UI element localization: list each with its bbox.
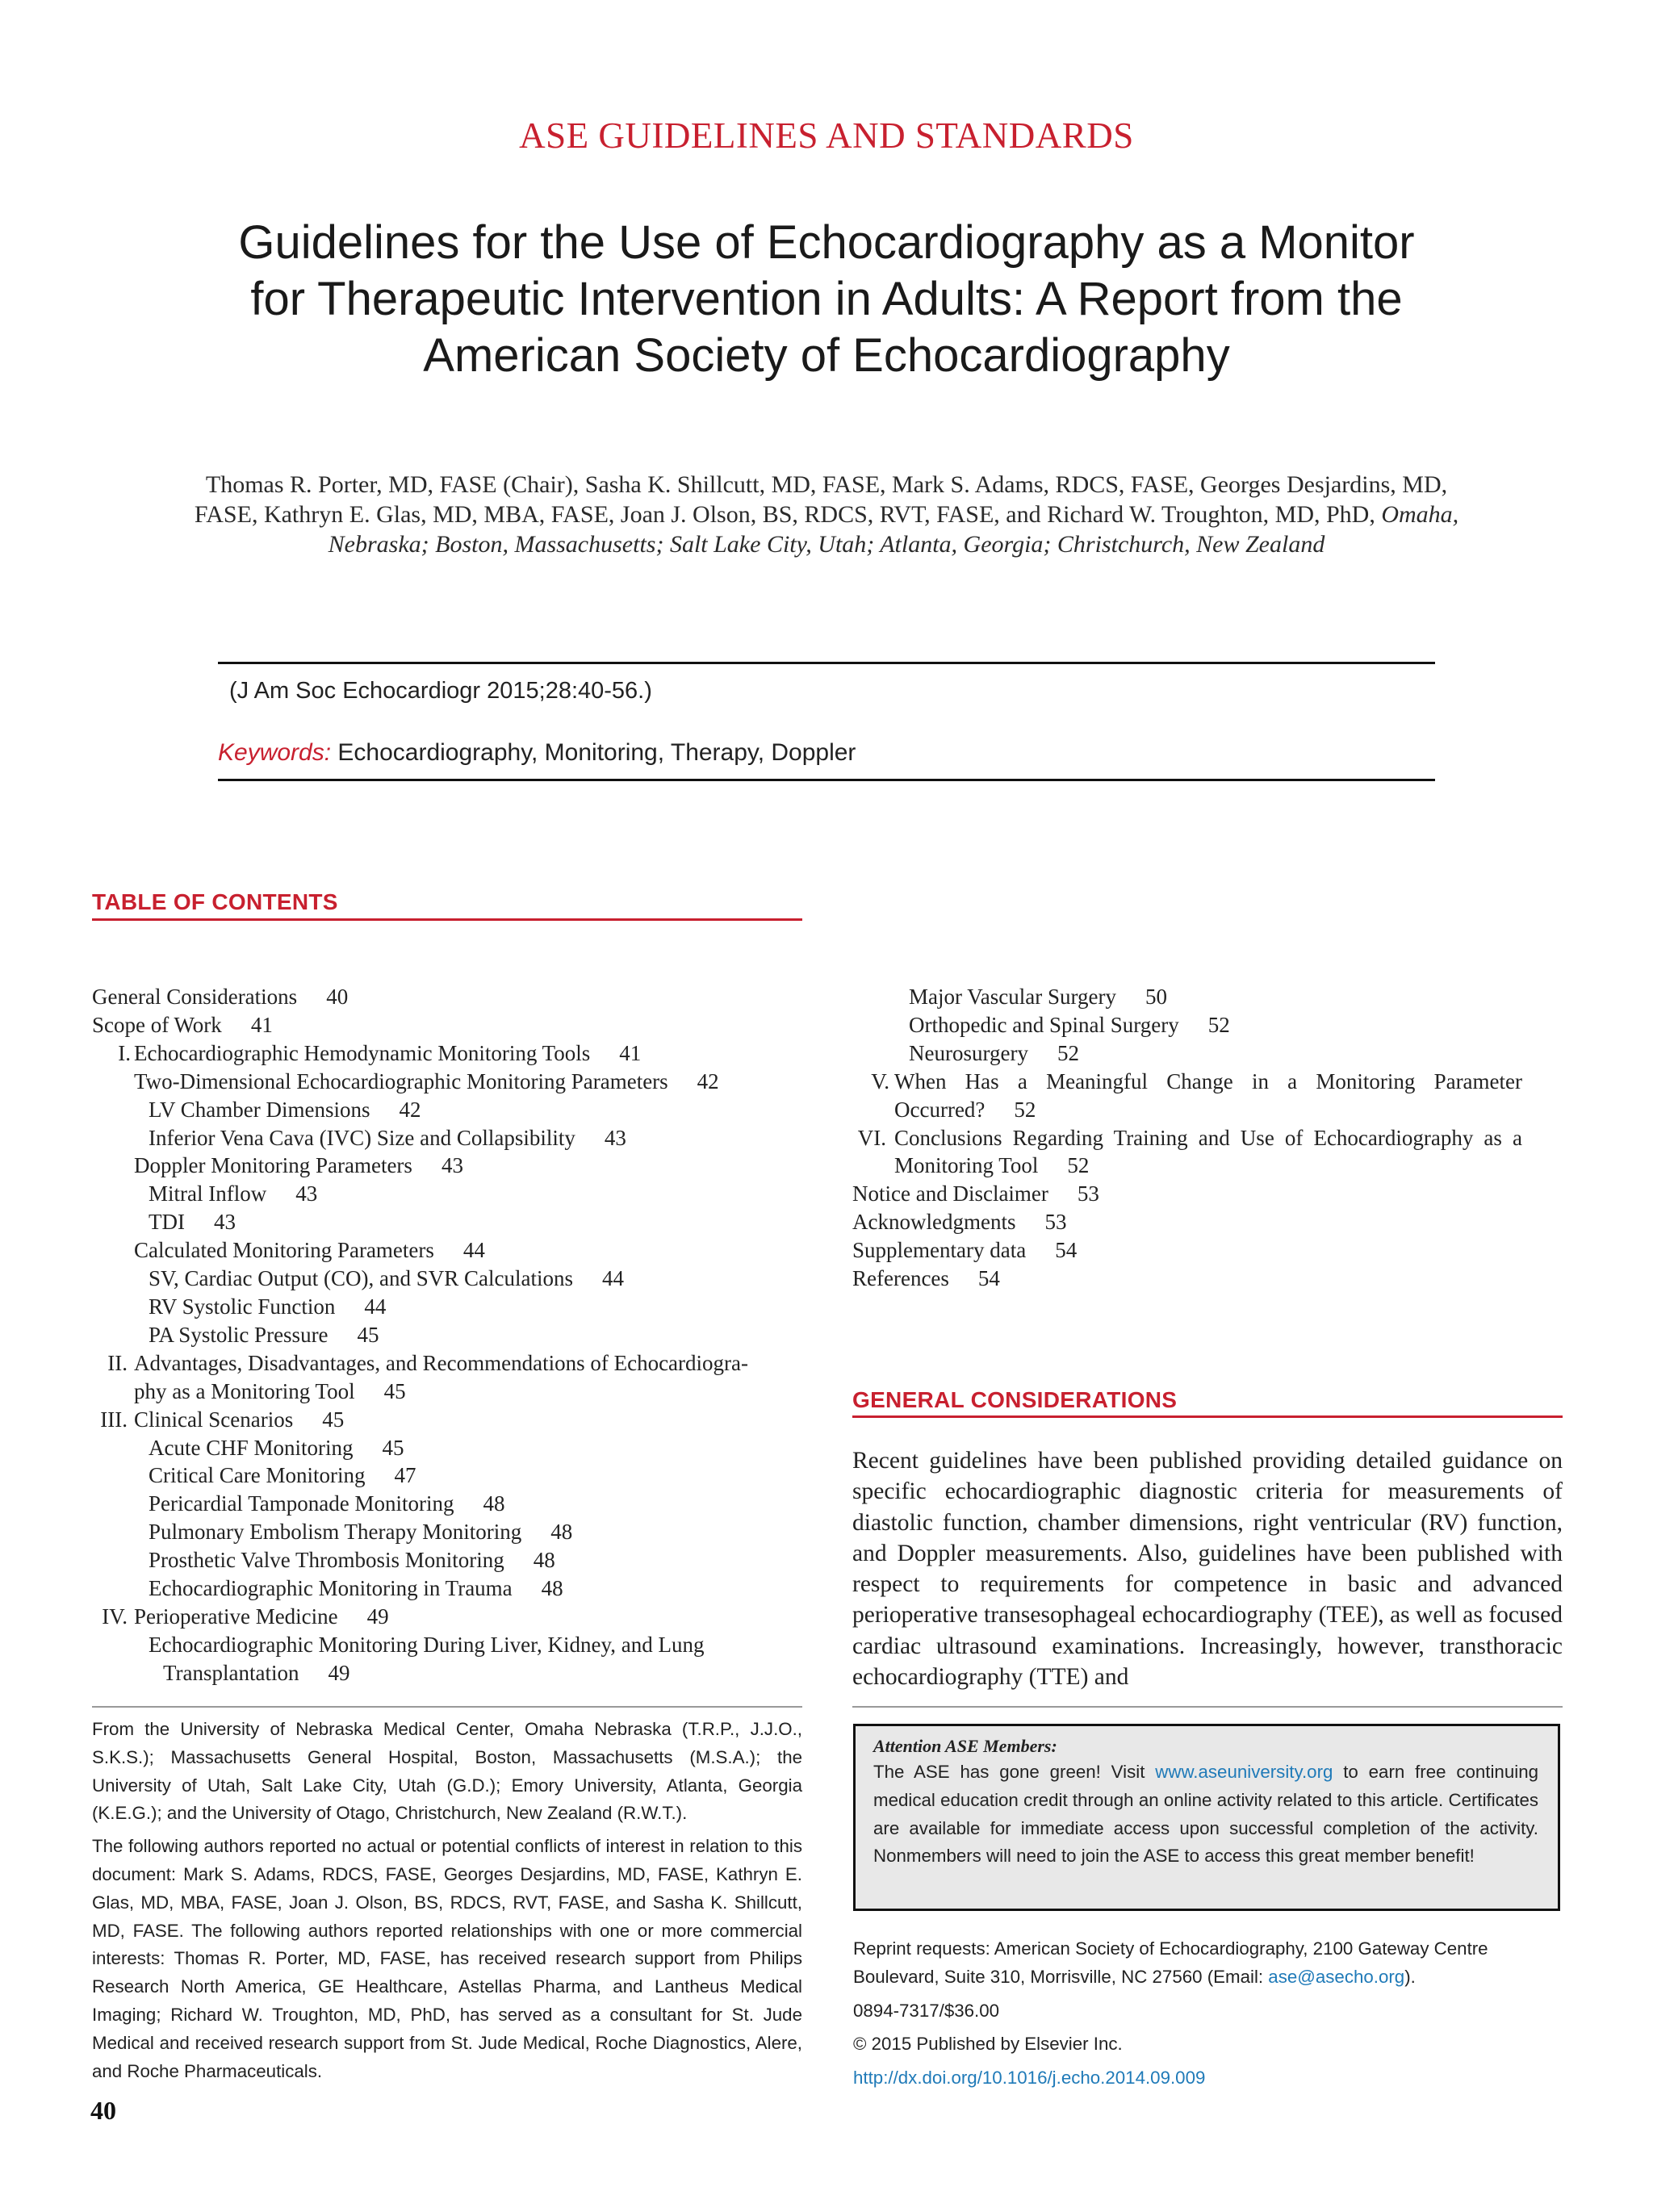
toc-entry[interactable]: PA Systolic Pressure 45 xyxy=(149,1322,379,1347)
toc-heading-rule xyxy=(92,918,802,921)
toc-entry[interactable]: RV Systolic Function 44 xyxy=(149,1294,387,1319)
aseuniversity-link[interactable]: www.aseuniversity.org xyxy=(1155,1762,1333,1782)
keywords-label: Keywords: xyxy=(218,739,332,766)
toc-entry[interactable]: Critical Care Monitoring 47 xyxy=(149,1463,416,1488)
toc-entry[interactable]: Acknowledgments 53 xyxy=(852,1210,1067,1235)
attention-body: The ASE has gone green! Visit www.aseuniversity.org to earn free continuing medical education credit through an online activity related to this article. Certificates are available for immediate access upon successful completion of the activity. Nonmembers will need to join the ASE to access this great member benefit! xyxy=(873,1762,1538,1867)
article-title: Guidelines for the Use of Echocardiography as a Monitor for Therapeutic Intervention in Adults: A Report from the American Society of Echocardiography xyxy=(238,216,1415,382)
toc-entry[interactable]: Doppler Monitoring Parameters 43 xyxy=(134,1153,463,1178)
footnote-divider xyxy=(92,1706,802,1708)
keywords-bottom-rule xyxy=(218,779,1435,781)
toc-entry[interactable]: Inferior Vena Cava (IVC) Size and Collapsibility 43 xyxy=(149,1125,626,1150)
toc-entry[interactable]: Orthopedic and Spinal Surgery 52 xyxy=(909,1012,1230,1037)
keywords-value: Echocardiography, Monitoring, Therapy, Doppler xyxy=(337,739,856,766)
toc-left-column xyxy=(92,983,802,1687)
toc-entry[interactable]: Occurred? 52 xyxy=(894,1097,1036,1122)
issn: 0894-7317/$36.00 xyxy=(853,2000,1000,2021)
keywords xyxy=(218,739,856,767)
reprint-info xyxy=(853,1935,1563,2098)
toc-heading: TABLE OF CONTENTS xyxy=(92,889,338,914)
toc-entry[interactable]: Acute CHF Monitoring 45 xyxy=(149,1435,404,1460)
reprint-requests: Reprint requests: American Society of Echocardiography, 2100 Gateway Centre Boulevard, Suite 310, Morrisville, NC 27560 (Email: ase@asecho.org). xyxy=(853,1938,1488,1987)
toc-right-column xyxy=(852,983,1563,1293)
toc-entry[interactable]: Prosthetic Valve Thrombosis Monitoring 48 xyxy=(149,1548,555,1573)
page-number: 40 xyxy=(90,2096,116,2125)
toc-entry[interactable]: Calculated Monitoring Parameters 44 xyxy=(134,1238,485,1263)
toc-entry[interactable]: General Considerations 40 xyxy=(92,985,349,1009)
conflicts-note: The following authors reported no actual or potential conflicts of interest in relation to this document: Mark S. Adams, RDCS, FASE, Georges Desjardins, MD, FASE, Kathryn E. Glas, MD, MBA, FASE, Joan J. Olson, BS, RDCS, RVT, FASE, and Sasha K. Shillcutt, MD, FASE. The following authors reported relationships with one or more commercial interests: Thomas R. Porter, MD, FASE, has received research support from Philips Research North America, GE Healthcare, Astellas Pharma, and Lantheus Medical Imaging; Richard W. Troughton, MD, PhD, has served as a consultant for St. Jude Medical and received research support from St. Jude Medical, Roche Diagnostics, Alere, and Roche Pharmaceuticals. xyxy=(92,1836,802,2081)
toc-entry[interactable]: Monitoring Tool 52 xyxy=(894,1153,1090,1178)
toc-entry[interactable]: Pulmonary Embolism Therapy Monitoring 48 xyxy=(149,1520,573,1545)
email-link[interactable]: ase@asecho.org xyxy=(1268,1966,1405,1987)
authors: Thomas R. Porter, MD, FASE (Chair), Sasha K. Shillcutt, MD, FASE, Mark S. Adams, RDCS, FASE, Georges Desjardins, MD, FASE, Kathryn E. Glas, MD, MBA, FASE, Joan J. Olson, BS, RDCS, RVT, FASE, and Richard W. Troughton, MD, PhD, xyxy=(194,471,1448,528)
copyright: © 2015 Published by Elsevier Inc. xyxy=(853,2034,1123,2055)
attention-title: Attention ASE Members: xyxy=(873,1736,1057,1756)
author-locations: Omaha, Nebraska; Boston, Massachusetts; Salt Lake City, Utah; Atlanta, Georgia; Christchurch, New Zealand xyxy=(328,501,1459,558)
doi-link[interactable]: http://dx.doi.org/10.1016/j.echo.2014.09.009 xyxy=(853,2068,1206,2089)
affiliations-note: From the University of Nebraska Medical Center, Omaha Nebraska (T.R.P., J.J.O., S.K.S.); Massachusetts General Hospital, Boston, Massachusetts (M.S.A.); the University of Utah, Salt Lake City, Utah (G.D.); Emory University, Atlanta, Georgia (K.E.G.); and the University of Otago, Christchurch, New Zealand (R.W.T.). xyxy=(92,1719,802,1824)
toc-entry[interactable]: LV Chamber Dimensions 42 xyxy=(149,1097,421,1122)
section-tag: ASE GUIDELINES AND STANDARDS xyxy=(519,115,1134,156)
toc-entry[interactable]: Major Vascular Surgery 50 xyxy=(909,985,1167,1009)
toc-entry[interactable]: Scope of Work 41 xyxy=(92,1012,273,1037)
general-considerations-rule xyxy=(852,1415,1563,1418)
toc-entry[interactable]: Two-Dimensional Echocardiographic Monitoring Parameters 42 xyxy=(134,1068,719,1093)
author-list xyxy=(186,470,1467,559)
toc-entry[interactable]: Echocardiographic Monitoring in Trauma 48 xyxy=(149,1576,563,1601)
toc-entry[interactable]: V. When Has a Meaningful Change in a Monitoring Parameter xyxy=(871,1068,1522,1093)
toc-entry[interactable]: TDI 43 xyxy=(149,1210,236,1235)
toc-entry[interactable]: Notice and Disclaimer 53 xyxy=(852,1181,1099,1206)
general-considerations-heading: GENERAL CONSIDERATIONS xyxy=(852,1387,1178,1412)
toc-entry[interactable]: Echocardiographic Monitoring During Liver, Kidney, and Lung xyxy=(149,1632,705,1657)
footnote-divider xyxy=(852,1706,1563,1708)
footnotes xyxy=(92,1716,802,2090)
toc-entry[interactable]: phy as a Monitoring Tool 45 xyxy=(134,1378,406,1403)
attention-box xyxy=(853,1724,1560,1911)
toc-entry[interactable]: VI. Conclusions Regarding Training and Use of Echocardiography as a xyxy=(857,1125,1522,1150)
toc-entry[interactable]: Mitral Inflow 43 xyxy=(149,1181,318,1206)
toc-entry[interactable]: Supplementary data 54 xyxy=(852,1238,1078,1263)
toc-entry[interactable]: SV, Cardiac Output (CO), and SVR Calculations 44 xyxy=(149,1266,624,1291)
toc-entry[interactable]: IV. Perioperative Medicine 49 xyxy=(102,1604,389,1629)
toc-entry[interactable]: I. Echocardiographic Hemodynamic Monitoring Tools 41 xyxy=(118,1040,642,1065)
toc-entry[interactable]: References 54 xyxy=(852,1266,1000,1291)
toc-entry[interactable]: Neurosurgery 52 xyxy=(909,1040,1079,1065)
general-considerations-body: Recent guidelines have been published providing detailed guidance on specific echocardiographic diagnostic criteria for measurements of diastolic function, chamber dimensions, right ventricular (RV) function, and Doppler measurements. Also, guidelines have been published with respect to requirements for competence in basic and advanced perioperative transesophageal echocardiography (TEE), as well as focused cardiac ultrasound examinations. Increasingly, however, transthoracic echocardiography (TTE) and xyxy=(852,1448,1563,1691)
toc-entry[interactable]: Pericardial Tamponade Monitoring 48 xyxy=(149,1491,505,1516)
citation-top-rule xyxy=(218,662,1435,664)
citation: (J Am Soc Echocardiogr 2015;28:40-56.) xyxy=(229,678,652,704)
toc-entry[interactable]: II. Advantages, Disadvantages, and Recommendations of Echocardiogra- xyxy=(107,1350,748,1375)
toc-entry[interactable]: III. Clinical Scenarios 45 xyxy=(100,1407,345,1432)
toc-entry[interactable]: Transplantation 49 xyxy=(163,1660,350,1685)
